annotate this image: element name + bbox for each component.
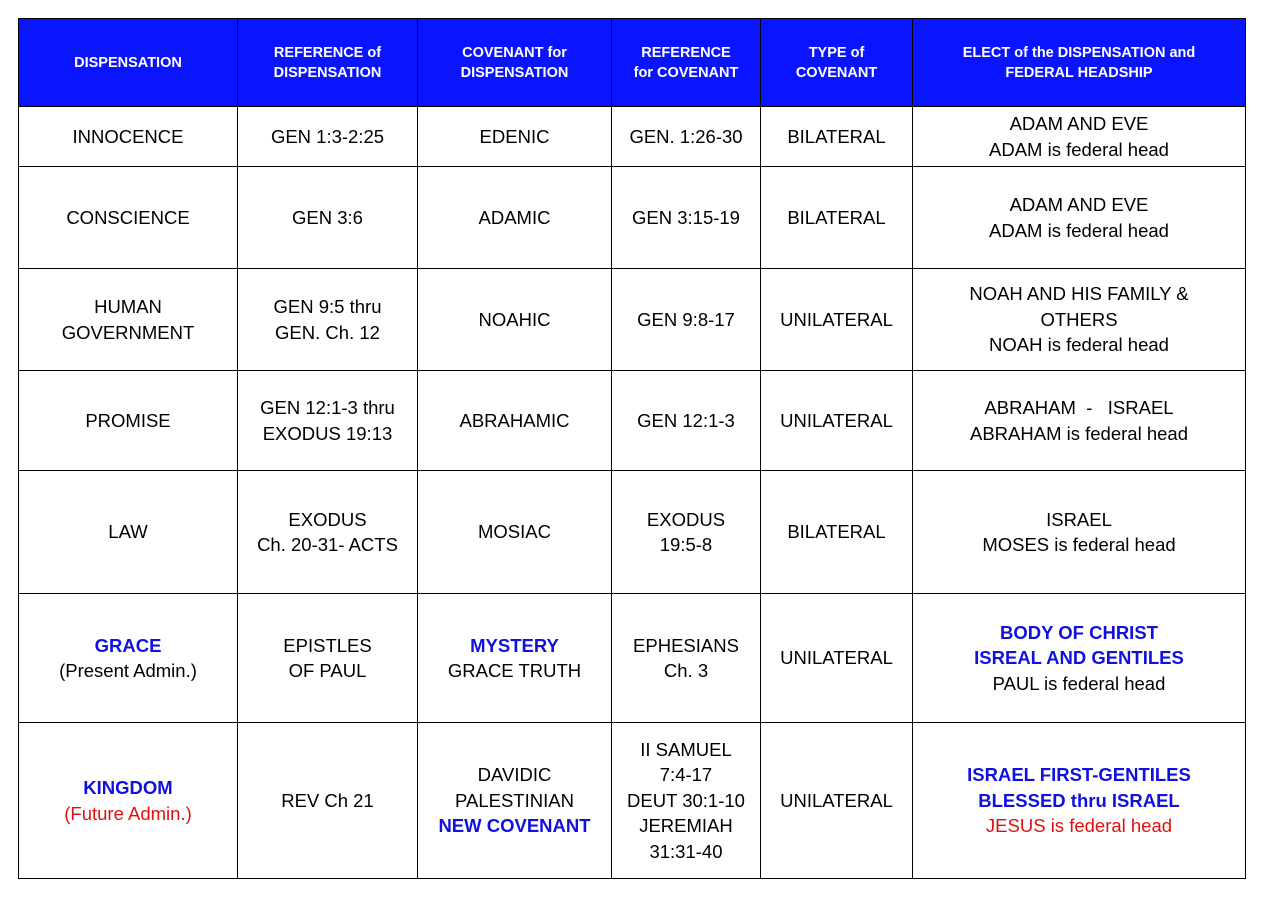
header-covenant-reference: REFERENCE for COVENANT xyxy=(612,19,761,107)
table-row xyxy=(19,594,1246,723)
cell-covenant: ADAMIC xyxy=(418,167,612,269)
cell-elect: ISRAEL MOSES is federal head xyxy=(913,471,1246,594)
dispensation-chart xyxy=(18,18,1246,879)
cell-dispensation: PROMISE xyxy=(19,371,238,471)
cell-elect: ABRAHAM - ISRAEL ABRAHAM is federal head xyxy=(913,371,1246,471)
cell-elect: ISRAEL FIRST-GENTILES BLESSED thru ISRAEL JESUS is federal head xyxy=(913,723,1246,879)
cell-reference: GEN 12:1-3 thru EXODUS 19:13 xyxy=(238,371,418,471)
cell-covenant-reference: EXODUS 19:5-8 xyxy=(612,471,761,594)
cell-reference: GEN 9:5 thru GEN. Ch. 12 xyxy=(238,269,418,371)
cell-type: UNILATERAL xyxy=(761,723,913,879)
cell-reference: EXODUS Ch. 20-31- ACTS xyxy=(238,471,418,594)
cell-elect: BODY OF CHRIST ISREAL AND GENTILES PAUL is federal head xyxy=(913,594,1246,723)
cell-type: BILATERAL xyxy=(761,107,913,167)
cell-covenant-reference: II SAMUEL 7:4-17 DEUT 30:1-10 JEREMIAH 31:31-40 xyxy=(612,723,761,879)
cell-dispensation: GRACE (Present Admin.) xyxy=(19,594,238,723)
header-reference: REFERENCE of DISPENSATION xyxy=(238,19,418,107)
cell-elect: NOAH AND HIS FAMILY & OTHERS NOAH is federal head xyxy=(913,269,1246,371)
cell-elect: ADAM AND EVE ADAM is federal head xyxy=(913,107,1246,167)
cell-type: UNILATERAL xyxy=(761,371,913,471)
dispensation-table xyxy=(18,18,1246,879)
cell-reference: GEN 1:3-2:25 xyxy=(238,107,418,167)
table-row xyxy=(19,167,1246,269)
table-row xyxy=(19,269,1246,371)
cell-dispensation: HUMAN GOVERNMENT xyxy=(19,269,238,371)
cell-reference: EPISTLES OF PAUL xyxy=(238,594,418,723)
cell-covenant-reference: EPHESIANS Ch. 3 xyxy=(612,594,761,723)
cell-covenant-reference: GEN 3:15-19 xyxy=(612,167,761,269)
cell-covenant-reference: GEN. 1:26-30 xyxy=(612,107,761,167)
cell-reference: REV Ch 21 xyxy=(238,723,418,879)
header-dispensation: DISPENSATION xyxy=(19,19,238,107)
table-row xyxy=(19,371,1246,471)
cell-dispensation: KINGDOM (Future Admin.) xyxy=(19,723,238,879)
cell-covenant: ABRAHAMIC xyxy=(418,371,612,471)
cell-dispensation: LAW xyxy=(19,471,238,594)
cell-dispensation: CONSCIENCE xyxy=(19,167,238,269)
cell-reference: GEN 3:6 xyxy=(238,167,418,269)
cell-type: UNILATERAL xyxy=(761,594,913,723)
header-row xyxy=(19,19,1246,107)
header-type: TYPE of COVENANT xyxy=(761,19,913,107)
table-row xyxy=(19,471,1246,594)
table-row xyxy=(19,723,1246,879)
cell-type: BILATERAL xyxy=(761,471,913,594)
cell-covenant-reference: GEN 9:8-17 xyxy=(612,269,761,371)
cell-covenant: DAVIDIC PALESTINIAN NEW COVENANT xyxy=(418,723,612,879)
cell-elect: ADAM AND EVE ADAM is federal head xyxy=(913,167,1246,269)
header-covenant: COVENANT for DISPENSATION xyxy=(418,19,612,107)
header-elect: ELECT of the DISPENSATION and FEDERAL HEADSHIP xyxy=(913,19,1246,107)
cell-type: BILATERAL xyxy=(761,167,913,269)
table-row xyxy=(19,107,1246,167)
cell-covenant: EDENIC xyxy=(418,107,612,167)
cell-covenant-reference: GEN 12:1-3 xyxy=(612,371,761,471)
cell-covenant: NOAHIC xyxy=(418,269,612,371)
cell-covenant: MOSIAC xyxy=(418,471,612,594)
cell-covenant: MYSTERY GRACE TRUTH xyxy=(418,594,612,723)
cell-type: UNILATERAL xyxy=(761,269,913,371)
cell-dispensation: INNOCENCE xyxy=(19,107,238,167)
